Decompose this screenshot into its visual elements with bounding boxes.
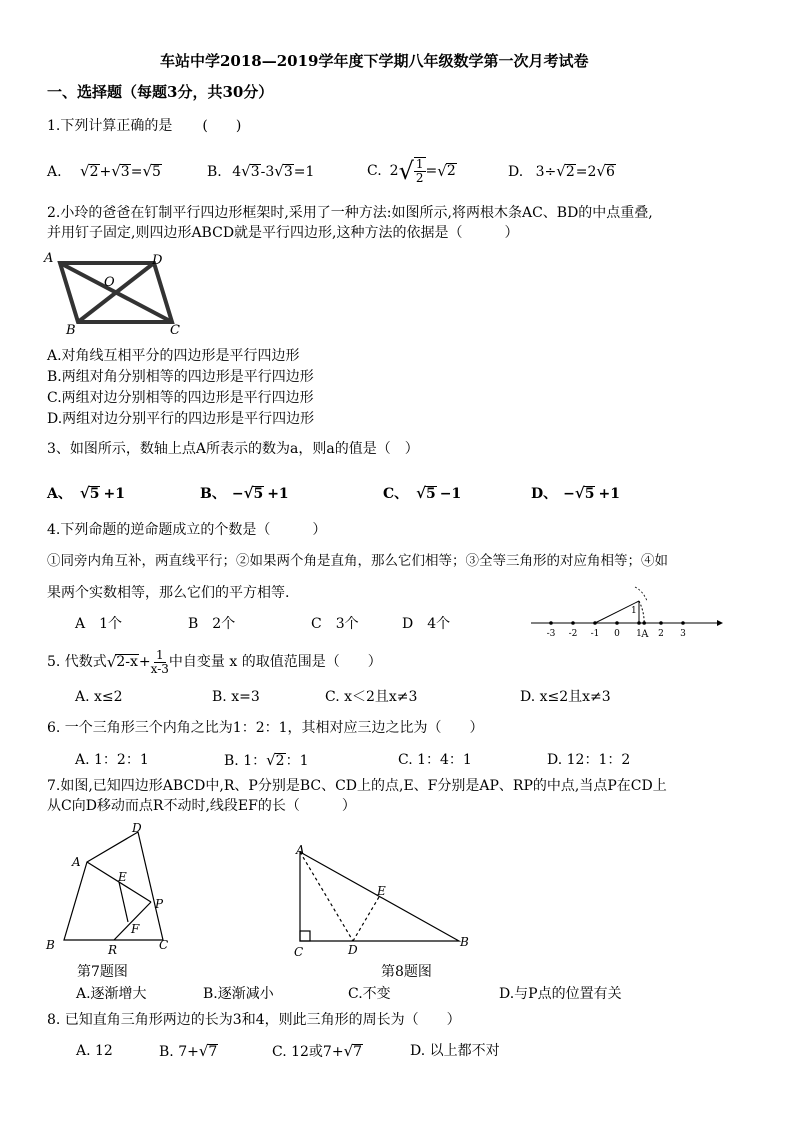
q6-option-d: D. 12：1：2 bbox=[547, 752, 631, 768]
fig7-label-d: D bbox=[132, 821, 142, 835]
q6-stem: 6. 一个三角形三个内角之比为1：2：1，其相对应三边之比为（ ） bbox=[47, 720, 484, 736]
section-heading: 一、选择题（每题3分，共30分） bbox=[47, 83, 274, 101]
fig8-label-b: B bbox=[460, 935, 469, 949]
q2-option-d: D.两组对边分别平行的四边形是平行四边形 bbox=[47, 411, 315, 427]
q7-stem-line1: 7.如图,已知四边形ABCD中,R、P分别是BC、CD上的点,E、F分别是AP、RP的中点,当点P在CD上 bbox=[47, 778, 667, 794]
q2-parallelogram-figure bbox=[42, 250, 192, 338]
q6-option-c: C. 1：4：1 bbox=[398, 752, 472, 768]
q8-stem: 8. 已知直角三角形两边的长为3和4，则此三角形的周长为（ ） bbox=[47, 1012, 461, 1028]
q8-option-b: B. 7+√7 bbox=[159, 1042, 218, 1060]
axis-tick-5 bbox=[659, 621, 663, 625]
q4-statements-line2: 果两个实数相等，那么它们的平方相等. bbox=[47, 585, 290, 601]
fig7-caption: 第7题图 bbox=[77, 964, 128, 980]
q3-option-d: D、 −√5 +1 bbox=[531, 484, 620, 502]
q3-option-c: C、 √5 −1 bbox=[383, 484, 462, 502]
fig7-label-f: F bbox=[131, 922, 140, 936]
q7-option-d: D.与P点的位置有关 bbox=[499, 986, 622, 1002]
axis-tick-label-4: 1 bbox=[636, 629, 642, 639]
q6-option-a: A. 1：2：1 bbox=[75, 752, 149, 768]
fig7-label-e: E bbox=[118, 870, 127, 884]
q2-stem-line1: 2.小玲的爸爸在钉制平行四边形框架时,采用了一种方法:如图所示,将两根木条AC、BD的中点重叠, bbox=[47, 205, 653, 221]
axis-arrow bbox=[717, 620, 723, 626]
q8-option-a: A. 12 bbox=[76, 1043, 113, 1059]
page-title: 车站中学2018—2019学年度下学期八年级数学第一次月考试卷 bbox=[160, 52, 589, 70]
q7-option-c: C.不变 bbox=[348, 986, 391, 1002]
axis-point-a bbox=[642, 621, 646, 625]
q7-option-b: B.逐渐减小 bbox=[203, 986, 274, 1002]
q5-option-b: B. x=3 bbox=[212, 689, 260, 705]
axis-tick-label-5: 2 bbox=[658, 629, 664, 639]
q4-stem: 4.下列命题的逆命题成立的个数是（ ） bbox=[47, 522, 327, 538]
q7-quadrilateral-figure bbox=[42, 818, 182, 963]
axis-tick-6 bbox=[681, 621, 685, 625]
axis-tick-label-3: 0 bbox=[614, 629, 620, 639]
fig2-label-a: A bbox=[44, 251, 54, 266]
q2-stem-line2: 并用钉子固定,则四边形ABCD就是平行四边形,这种方法的依据是（ ） bbox=[47, 225, 519, 241]
axis-tick-label-1: -2 bbox=[568, 629, 578, 639]
q3-stem: 3、如图所示，数轴上点A所表示的数为a，则a的值是（ ） bbox=[47, 441, 419, 457]
axis-arc bbox=[639, 601, 644, 623]
q5-option-d: D. x≤2且x≠3 bbox=[520, 689, 611, 705]
q1-option-d: D. 3÷√2=2√6 bbox=[508, 162, 615, 180]
q3-number-line-figure bbox=[525, 585, 725, 640]
fig8-label-c: C bbox=[294, 945, 304, 959]
axis-arc-top bbox=[635, 587, 647, 601]
axis-height-label: 1 bbox=[631, 606, 637, 616]
axis-tick-label-6: 3 bbox=[680, 629, 686, 639]
axis-tick-1 bbox=[571, 621, 575, 625]
fig2-label-d: D bbox=[152, 253, 163, 268]
fig8-caption: 第8题图 bbox=[381, 964, 432, 980]
axis-point-a-label: A bbox=[641, 629, 649, 640]
q2-option-c: C.两组对边分别相等的四边形是平行四边形 bbox=[47, 390, 314, 406]
q7-option-a: A.逐渐增大 bbox=[76, 986, 147, 1002]
q4-option-c: C 3个 bbox=[311, 616, 359, 632]
q1-stem: 1.下列计算正确的是 ( ) bbox=[47, 118, 242, 134]
fig2-label-c: C bbox=[170, 323, 180, 338]
q1-option-b: B. 4√3-3√3=1 bbox=[207, 162, 315, 180]
axis-tick-0 bbox=[549, 621, 553, 625]
q4-option-d: D 4个 bbox=[402, 616, 451, 632]
fig2-label-b: B bbox=[66, 323, 76, 338]
q5-stem: 5. 代数式 √ 2-x + $\frac{1}{x-3}$ 中自变量 x 的取值范围是（ ） bbox=[47, 647, 382, 676]
q7-stem-line2: 从C向D移动而点R不动时,线段EF的长（ ） bbox=[47, 798, 356, 814]
q8-right-triangle-figure bbox=[286, 842, 476, 962]
q1-option-a: A. √2+√3=√5 bbox=[47, 162, 161, 180]
q3-option-b: B、 −√5 +1 bbox=[200, 484, 289, 502]
q5-option-a: A. x≤2 bbox=[75, 689, 123, 705]
fig2-label-o: O bbox=[104, 275, 115, 290]
fig8-label-d: D bbox=[348, 943, 358, 957]
fig7-label-a: A bbox=[72, 855, 81, 869]
q4-statements-line1: ①同旁内角互补，两直线平行；②如果两个角是直角，那么它们相等；③全等三角形的对应角相等；④如 bbox=[47, 553, 668, 569]
q3-option-a: A、 √5 +1 bbox=[47, 484, 125, 502]
axis-tick-label-2: -1 bbox=[590, 629, 600, 639]
q6-option-b: B. 1：√2：1 bbox=[224, 751, 309, 769]
axis-tick-3 bbox=[615, 621, 619, 625]
fig8-label-a: A bbox=[296, 843, 305, 857]
axis-tick-label-0: -3 bbox=[546, 629, 556, 639]
fig7-label-c: C bbox=[159, 938, 169, 952]
q1-option-c: C. 2 √ 1 2 = √ 2 bbox=[367, 157, 456, 185]
q8-option-c: C. 12或7+√7 bbox=[272, 1042, 363, 1060]
fig8-label-e: E bbox=[377, 884, 386, 898]
q5-option-c: C. x＜2且x≠3 bbox=[325, 689, 418, 705]
fig7-label-b: B bbox=[46, 938, 55, 952]
q2-option-a: A.对角线互相平分的四边形是平行四边形 bbox=[47, 348, 300, 364]
fig7-label-r: R bbox=[108, 943, 118, 957]
fig7-label-p: P bbox=[155, 897, 164, 911]
q8-option-d: D. 以上都不对 bbox=[410, 1043, 500, 1059]
q4-option-b: B 2个 bbox=[188, 616, 236, 632]
q4-option-a: A 1个 bbox=[75, 616, 123, 632]
q2-option-b: B.两组对角分别相等的四边形是平行四边形 bbox=[47, 369, 314, 385]
